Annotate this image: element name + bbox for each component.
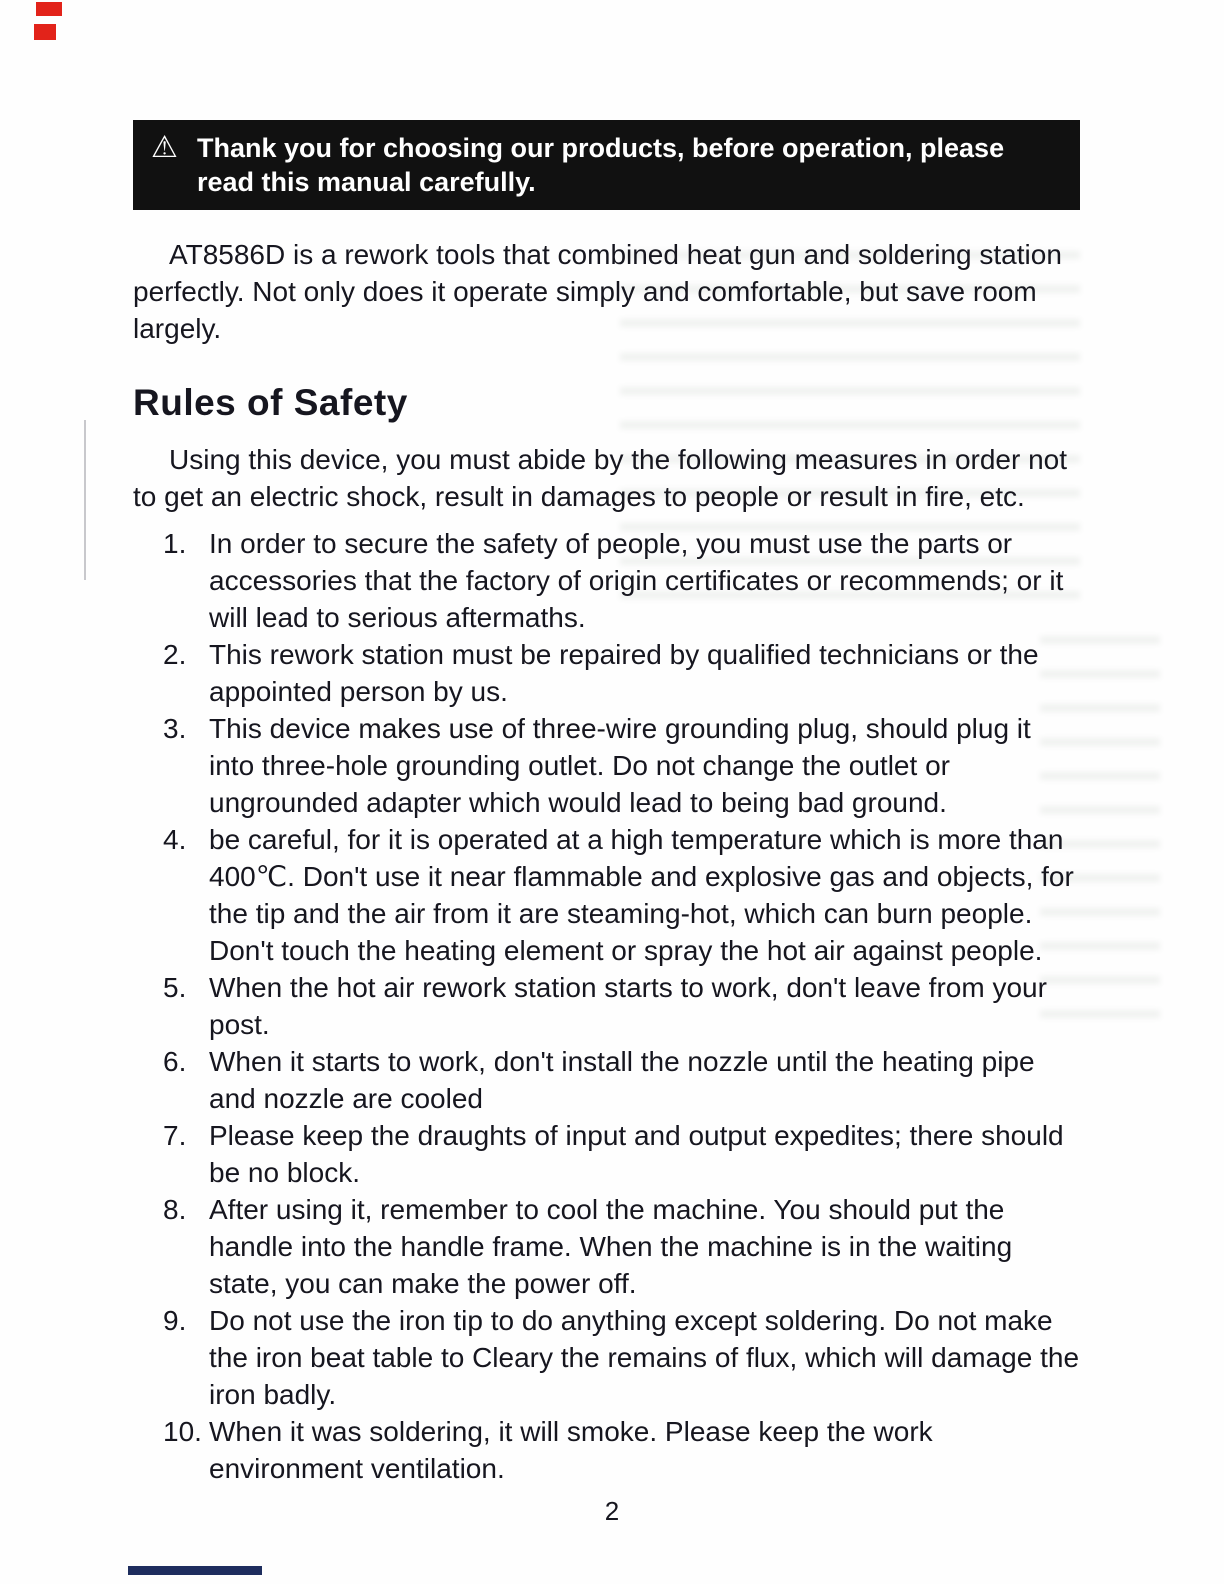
rule-number: 1. xyxy=(163,528,187,559)
rule-item xyxy=(163,1117,1080,1191)
rule-text: When it was soldering, it will smoke. Please keep the work environment ventilation. xyxy=(209,1416,933,1484)
rule-number: 10. xyxy=(163,1416,202,1447)
rule-number: 2. xyxy=(163,639,187,670)
rule-number: 5. xyxy=(163,972,187,1003)
rule-item xyxy=(163,821,1080,969)
warning-icon: ⚠ xyxy=(151,131,178,164)
rule-number: 6. xyxy=(163,1046,187,1077)
rule-text: After using it, remember to cool the machine. You should put the handle into the handle frame. When the machine is in the waiting state, you can make the power off. xyxy=(209,1194,1013,1299)
rule-text: be careful, for it is operated at a high temperature which is more than 400℃. Don't use it near flammable and explosive gas and objects, for the tip and the air from it are steaming-hot, which can burn people. Don't touch the heating element or spray the hot air against people. xyxy=(209,824,1074,966)
section-title: Rules of Safety xyxy=(133,382,408,423)
notice-text: Thank you for choosing our products, before operation, please read this manual carefully. xyxy=(197,133,1005,197)
rule-item xyxy=(163,1413,1080,1487)
footer-mark xyxy=(128,1566,262,1575)
intro-paragraph: AT8586D is a rework tools that combined heat gun and soldering station perfectly. Not only does it operate simply and comfortable, but save room largely. xyxy=(133,239,1062,344)
rule-text: In order to secure the safety of people, you must use the parts or accessories that the factory of origin certificates or recommends; or it will lead to serious aftermaths. xyxy=(209,528,1064,633)
rule-item xyxy=(163,1302,1080,1413)
rule-item xyxy=(163,636,1080,710)
page-number: 2 xyxy=(604,1496,620,1526)
notice-banner xyxy=(133,120,1080,210)
rule-text: This device makes use of three-wire grounding plug, should plug it into three-hole grounding outlet. Do not change the outlet or ungrounded adapter which would lead to being bad ground. xyxy=(209,713,1031,818)
rule-number: 8. xyxy=(163,1194,187,1225)
rule-text: Do not use the iron tip to do anything except soldering. Do not make the iron beat table to Cleary the remains of flux, which will damage the iron badly. xyxy=(209,1305,1080,1410)
rule-number: 7. xyxy=(163,1120,187,1151)
rule-number: 3. xyxy=(163,713,187,744)
rule-text: When it starts to work, don't install the nozzle until the heating pipe and nozzle are cooled xyxy=(209,1046,1035,1114)
rule-text: Please keep the draughts of input and output expedites; there should be no block. xyxy=(209,1120,1064,1188)
rule-item xyxy=(163,1191,1080,1302)
rule-item xyxy=(163,1043,1080,1117)
rule-number: 9. xyxy=(163,1305,187,1336)
rule-item xyxy=(163,525,1080,636)
rule-text: This rework station must be repaired by qualified technicians or the appointed person by us. xyxy=(209,639,1039,707)
rules-list xyxy=(133,525,1080,1487)
rule-text: When the hot air rework station starts to work, don't leave from your post. xyxy=(209,972,1047,1040)
rule-item xyxy=(163,969,1080,1043)
rule-number: 4. xyxy=(163,824,187,855)
rule-item xyxy=(163,710,1080,821)
section-lead: Using this device, you must abide by the following measures in order not to get an electric shock, result in damages to people or result in fire, etc. xyxy=(133,444,1068,512)
